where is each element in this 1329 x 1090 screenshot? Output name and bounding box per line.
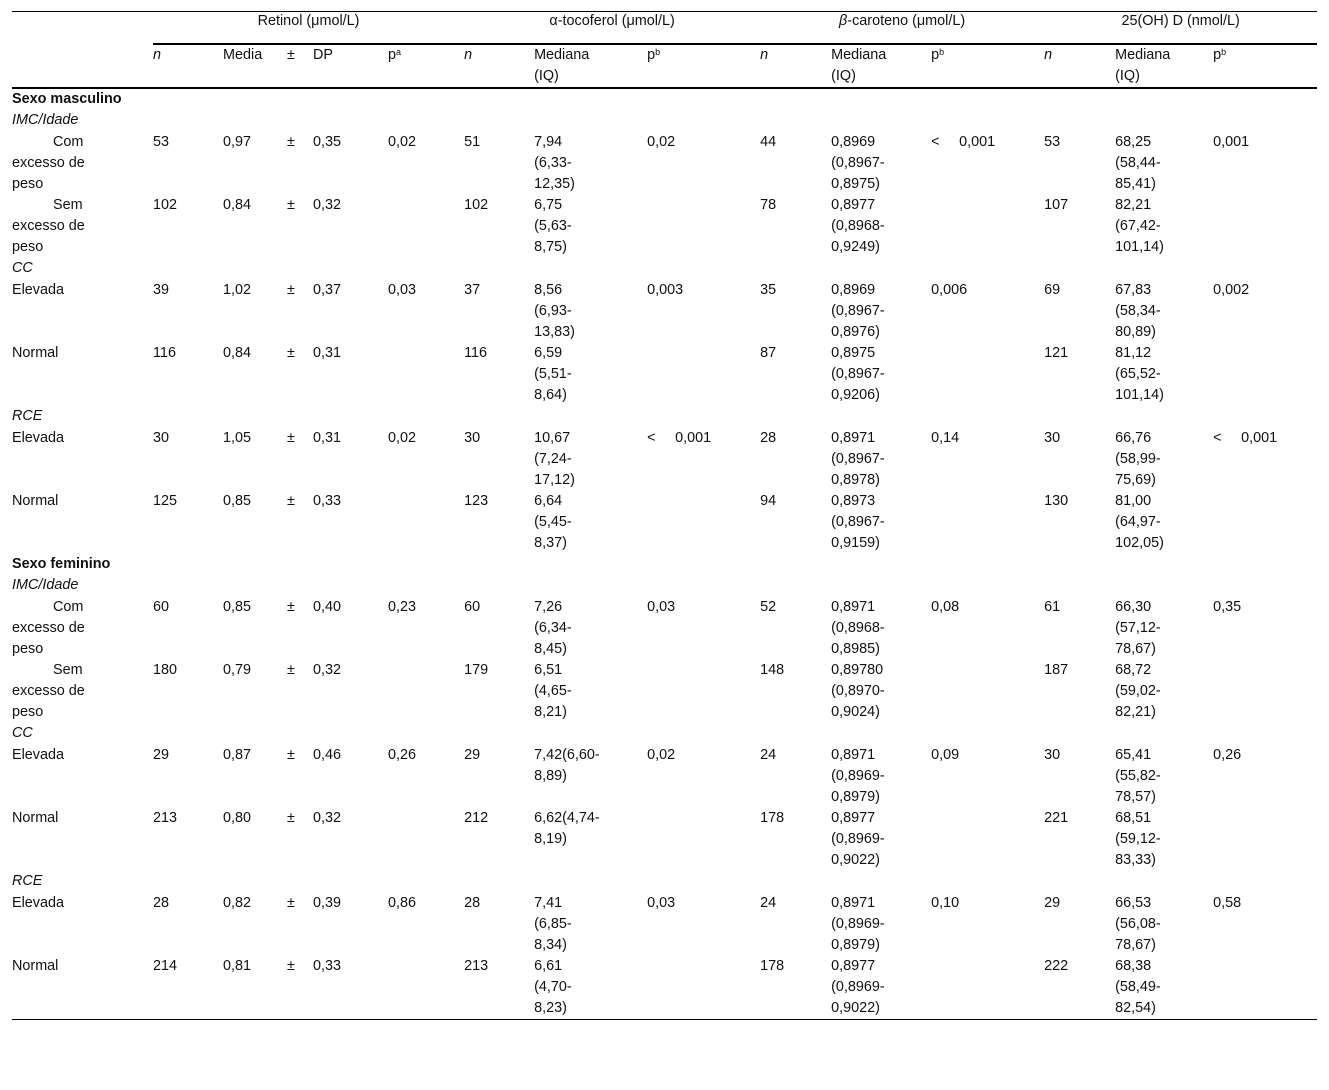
- retinol-p: 0,86: [388, 895, 417, 911]
- vitd-n: 107: [1044, 197, 1069, 213]
- col-retinol-media: Media: [223, 44, 287, 88]
- table-row: [12, 745, 1317, 808]
- table-row: [12, 660, 1317, 723]
- subgroup-row: [12, 258, 1317, 280]
- retinol-p: [388, 195, 464, 258]
- row-label: Elevada: [12, 747, 65, 763]
- group-vitamin-d: 25(OH) D (nmol/L): [1044, 11, 1317, 44]
- toco-median: 6,51 (4,65- 8,21): [534, 662, 572, 720]
- vitd-p: 0,001: [1213, 134, 1250, 150]
- retinol-n: 213: [153, 810, 178, 826]
- subgroup-title: RCE: [12, 873, 43, 889]
- retinol-mean: 0,81: [223, 956, 287, 1020]
- retinol-pm: ±: [287, 430, 295, 446]
- subgroup-row: [12, 723, 1317, 745]
- col-toco-n: n: [464, 47, 473, 63]
- beta-n: 35: [760, 282, 777, 298]
- table-row: [12, 893, 1317, 956]
- retinol-sd: 0,35: [313, 134, 342, 150]
- beta-n: 87: [760, 345, 777, 361]
- header-row-groups: [12, 11, 1317, 44]
- beta-p: [931, 491, 1044, 554]
- retinol-sd: 0,37: [313, 282, 342, 298]
- subgroup-title: CC: [12, 260, 33, 276]
- toco-median: 7,42(6,60- 8,89): [534, 747, 600, 784]
- beta-p: 0,006: [931, 282, 968, 298]
- retinol-mean: 1,05: [223, 430, 252, 446]
- col-beta-mediana: Mediana (IQ): [831, 44, 931, 88]
- retinol-n: 39: [153, 282, 170, 298]
- toco-n: 179: [464, 662, 489, 678]
- retinol-sd: 0,32: [313, 662, 342, 678]
- beta-n: 148: [760, 662, 785, 678]
- col-retinol-pm: ±: [287, 44, 313, 88]
- col-retinol-dp: DP: [313, 44, 388, 88]
- retinol-p: [388, 660, 464, 723]
- subgroup-row: [12, 575, 1317, 597]
- retinol-pm: ±: [287, 345, 295, 361]
- toco-median: 10,67 (7,24- 17,12): [534, 430, 575, 488]
- retinol-n: 29: [153, 747, 170, 763]
- col-vitd-p: $p^b$: [1213, 44, 1317, 88]
- vitd-median: 81,12 (65,52- 101,14): [1115, 345, 1164, 403]
- toco-n: 60: [464, 599, 481, 615]
- toco-p: 0,02: [647, 134, 676, 150]
- vitd-p: 0,002: [1213, 282, 1250, 298]
- table-row: [12, 428, 1317, 491]
- retinol-sd: 0,32: [313, 810, 342, 826]
- retinol-mean: 0,82: [223, 895, 252, 911]
- row-label: Sem excesso de peso: [12, 197, 85, 255]
- beta-median: 0,8971 (0,8968- 0,8985): [831, 599, 885, 657]
- beta-p: < 0,001: [931, 134, 996, 150]
- retinol-p: 0,02: [388, 134, 417, 150]
- retinol-sd: 0,40: [313, 599, 342, 615]
- vitd-median: 68,51 (59,12- 83,33): [1115, 810, 1161, 868]
- vitd-n: 187: [1044, 662, 1069, 678]
- row-label: Com excesso de peso: [12, 599, 85, 657]
- beta-median: 0,8971 (0,8969- 0,8979): [831, 895, 885, 953]
- table-row: [12, 280, 1317, 343]
- vitd-median: 81,00 (64,97- 102,05): [1115, 493, 1164, 551]
- retinol-sd: 0,46: [313, 747, 342, 763]
- beta-p: 0,10: [931, 895, 960, 911]
- beta-p: [931, 956, 1044, 1020]
- beta-median: 0,8971 (0,8967- 0,8978): [831, 430, 885, 488]
- vitd-median: 68,38 (58,49- 82,54): [1115, 956, 1213, 1020]
- vitd-p: [1213, 195, 1317, 258]
- table-row: [12, 343, 1317, 406]
- col-beta-p: $p^b$: [931, 44, 1044, 88]
- toco-median: 8,56 (6,93- 13,83): [534, 282, 575, 340]
- beta-p: [931, 660, 1044, 723]
- vitd-n: 30: [1044, 430, 1061, 446]
- row-label: Normal: [12, 956, 153, 1020]
- vitd-p: [1213, 660, 1317, 723]
- beta-n: 28: [760, 430, 777, 446]
- vitd-median: 67,83 (58,34- 80,89): [1115, 282, 1161, 340]
- toco-n: 37: [464, 282, 481, 298]
- retinol-p: 0,02: [388, 430, 417, 446]
- vitd-n: 121: [1044, 345, 1069, 361]
- retinol-mean: 0,85: [223, 599, 252, 615]
- retinol-n: 30: [153, 430, 170, 446]
- retinol-pm: ±: [287, 197, 295, 213]
- retinol-n: 60: [153, 599, 170, 615]
- toco-p: 0,03: [647, 895, 676, 911]
- toco-median: 7,41 (6,85- 8,34): [534, 895, 572, 953]
- vitd-median: 66,53 (56,08- 78,67): [1115, 895, 1161, 953]
- toco-p: < 0,001: [647, 430, 712, 446]
- beta-p: [931, 343, 1044, 406]
- retinol-sd: 0,39: [313, 895, 342, 911]
- subgroup-title: IMC/Idade: [12, 577, 79, 593]
- beta-median: 0,8969 (0,8967- 0,8975): [831, 134, 885, 192]
- col-toco-mediana: Mediana (IQ): [534, 44, 647, 88]
- row-label: Elevada: [12, 430, 65, 446]
- vitd-n: 53: [1044, 134, 1061, 150]
- retinol-pm: ±: [287, 956, 313, 1020]
- beta-median: 0,8973 (0,8967- 0,9159): [831, 493, 885, 551]
- toco-n: 29: [464, 747, 481, 763]
- beta-p: 0,08: [931, 599, 960, 615]
- beta-median: 0,8977 (0,8968- 0,9249): [831, 197, 885, 255]
- toco-median: 6,75 (5,63- 8,75): [534, 197, 572, 255]
- row-label: Com excesso de peso: [12, 134, 85, 192]
- vitd-median: 66,76 (58,99- 75,69): [1115, 430, 1161, 488]
- beta-median: 0,89780 (0,8970- 0,9024): [831, 662, 885, 720]
- retinol-n: 180: [153, 662, 178, 678]
- beta-median: 0,8975 (0,8967- 0,9206): [831, 345, 885, 403]
- toco-n: 28: [464, 895, 481, 911]
- table-row: [12, 195, 1317, 258]
- toco-median: 6,59 (5,51- 8,64): [534, 345, 572, 403]
- beta-p: [931, 195, 1044, 258]
- toco-p: [647, 343, 760, 406]
- retinol-pm: ±: [287, 810, 295, 826]
- retinol-pm: ±: [287, 282, 295, 298]
- retinol-mean: 0,87: [223, 747, 252, 763]
- retinol-sd: 0,31: [313, 430, 342, 446]
- toco-n: 30: [464, 430, 481, 446]
- toco-median: 6,62(4,74- 8,19): [534, 810, 600, 847]
- col-vitd-n: n: [1044, 47, 1053, 63]
- vitd-median: 65,41 (55,82- 78,57): [1115, 747, 1161, 805]
- beta-n: 24: [760, 747, 777, 763]
- subgroup-title: CC: [12, 725, 33, 741]
- vitd-n: 29: [1044, 895, 1061, 911]
- table-row: [12, 491, 1317, 554]
- retinol-n: 116: [153, 345, 176, 361]
- retinol-mean: 1,02: [223, 282, 252, 298]
- subgroup-row: [12, 871, 1317, 893]
- toco-median: 7,26 (6,34- 8,45): [534, 599, 572, 657]
- vitd-median: 68,72 (59,02- 82,21): [1115, 662, 1161, 720]
- toco-p: [647, 660, 760, 723]
- results-table: [12, 11, 1317, 1020]
- retinol-pm: ±: [287, 895, 295, 911]
- group-retinol: Retinol (μmol/L): [153, 11, 464, 44]
- header-row-columns: [12, 44, 1317, 88]
- vitd-n: 221: [1044, 810, 1069, 826]
- beta-p: 0,14: [931, 430, 960, 446]
- group-beta-caroteno-label: -caroteno (μmol/L): [847, 13, 966, 29]
- toco-p: [647, 808, 760, 871]
- subgroup-title: RCE: [12, 408, 43, 424]
- beta-median: 0,8977 (0,8969- 0,9022): [831, 956, 931, 1020]
- col-toco-p: $p^b$: [647, 44, 760, 88]
- row-label: Elevada: [12, 895, 65, 911]
- retinol-n: 214: [153, 956, 223, 1020]
- retinol-sd: 0,32: [313, 197, 342, 213]
- row-label: Normal: [12, 345, 59, 361]
- toco-n: 51: [464, 134, 481, 150]
- vitd-p: 0,58: [1213, 895, 1242, 911]
- table-row: [12, 132, 1317, 195]
- col-retinol-p: $p^a$: [388, 44, 464, 88]
- vitd-n: 130: [1044, 493, 1069, 509]
- toco-n: 116: [464, 345, 488, 361]
- retinol-p: [388, 343, 464, 406]
- beta-p: 0,09: [931, 747, 960, 763]
- col-beta-n: n: [760, 47, 769, 63]
- vitd-p: [1213, 956, 1317, 1020]
- retinol-pm: ±: [287, 747, 295, 763]
- retinol-p: [388, 808, 464, 871]
- section-row: [12, 554, 1317, 575]
- retinol-mean: 0,97: [223, 134, 252, 150]
- beta-p: [931, 808, 1044, 871]
- toco-n: 212: [464, 810, 489, 826]
- retinol-n: 28: [153, 895, 170, 911]
- retinol-sd: 0,33: [313, 956, 388, 1020]
- section-title: Sexo feminino: [12, 556, 111, 572]
- retinol-pm: ±: [287, 493, 295, 509]
- toco-n: 213: [464, 956, 534, 1020]
- toco-p: [647, 956, 760, 1020]
- vitd-n: 69: [1044, 282, 1061, 298]
- retinol-p: 0,23: [388, 599, 417, 615]
- col-vitd-mediana: Mediana (IQ): [1115, 44, 1213, 88]
- vitd-n: 222: [1044, 956, 1115, 1020]
- beta-n: 178: [760, 810, 785, 826]
- row-label: Elevada: [12, 282, 65, 298]
- toco-median: 6,64 (5,45- 8,37): [534, 493, 572, 551]
- table-row: [12, 808, 1317, 871]
- toco-n: 123: [464, 493, 489, 509]
- retinol-p: 0,03: [388, 282, 417, 298]
- retinol-mean: 0,80: [223, 810, 252, 826]
- toco-n: 102: [464, 197, 489, 213]
- retinol-pm: ±: [287, 662, 295, 678]
- retinol-mean: 0,84: [223, 197, 252, 213]
- retinol-p: [388, 956, 464, 1020]
- vitd-p: 0,35: [1213, 599, 1242, 615]
- retinol-mean: 0,84: [223, 345, 252, 361]
- table-row: [12, 597, 1317, 660]
- vitd-median: 82,21 (67,42- 101,14): [1115, 197, 1164, 255]
- toco-p: 0,003: [647, 282, 684, 298]
- vitd-p: < 0,001: [1213, 430, 1278, 446]
- beta-n: 52: [760, 599, 777, 615]
- beta-n: 44: [760, 134, 777, 150]
- subgroup-row: [12, 110, 1317, 132]
- section-row: [12, 88, 1317, 110]
- toco-median: 6,61 (4,70- 8,23): [534, 956, 647, 1020]
- table-row: [12, 956, 1317, 1020]
- retinol-mean: 0,79: [223, 662, 252, 678]
- beta-n: 94: [760, 493, 777, 509]
- beta-n: 178: [760, 956, 831, 1020]
- retinol-pm: ±: [287, 599, 295, 615]
- toco-p: [647, 195, 760, 258]
- beta-n: 78: [760, 197, 777, 213]
- group-alpha-tocoferol: α-tocoferol (μmol/L): [464, 11, 760, 44]
- row-label: Sem excesso de peso: [12, 662, 85, 720]
- beta-median: 0,8971 (0,8969- 0,8979): [831, 747, 885, 805]
- row-label: Normal: [12, 810, 59, 826]
- row-label: Normal: [12, 493, 59, 509]
- retinol-pm: ±: [287, 134, 295, 150]
- retinol-n: 102: [153, 197, 178, 213]
- group-beta-caroteno: [760, 11, 1044, 44]
- retinol-n: 125: [153, 493, 178, 509]
- beta-median: 0,8969 (0,8967- 0,8976): [831, 282, 885, 340]
- vitd-p: [1213, 491, 1317, 554]
- retinol-sd: 0,33: [313, 493, 342, 509]
- vitd-p: [1213, 808, 1317, 871]
- vitd-n: 61: [1044, 599, 1061, 615]
- beta-symbol: β: [839, 13, 848, 29]
- retinol-p: 0,26: [388, 747, 417, 763]
- retinol-p: [388, 491, 464, 554]
- toco-median: 7,94 (6,33- 12,35): [534, 134, 575, 192]
- beta-n: 24: [760, 895, 777, 911]
- subgroup-row: [12, 406, 1317, 428]
- vitd-n: 30: [1044, 747, 1061, 763]
- retinol-sd: 0,31: [313, 345, 342, 361]
- retinol-n: 53: [153, 134, 170, 150]
- vitd-median: 66,30 (57,12- 78,67): [1115, 599, 1161, 657]
- col-retinol-n: n: [153, 47, 162, 63]
- subgroup-title: IMC/Idade: [12, 112, 79, 128]
- vitd-median: 68,25 (58,44- 85,41): [1115, 134, 1161, 192]
- toco-p: 0,02: [647, 747, 676, 763]
- toco-p: 0,03: [647, 599, 676, 615]
- vitd-p: [1213, 343, 1317, 406]
- retinol-mean: 0,85: [223, 493, 252, 509]
- toco-p: [647, 491, 760, 554]
- section-title: Sexo masculino: [12, 91, 122, 107]
- beta-median: 0,8977 (0,8969- 0,9022): [831, 810, 885, 868]
- vitd-p: 0,26: [1213, 747, 1242, 763]
